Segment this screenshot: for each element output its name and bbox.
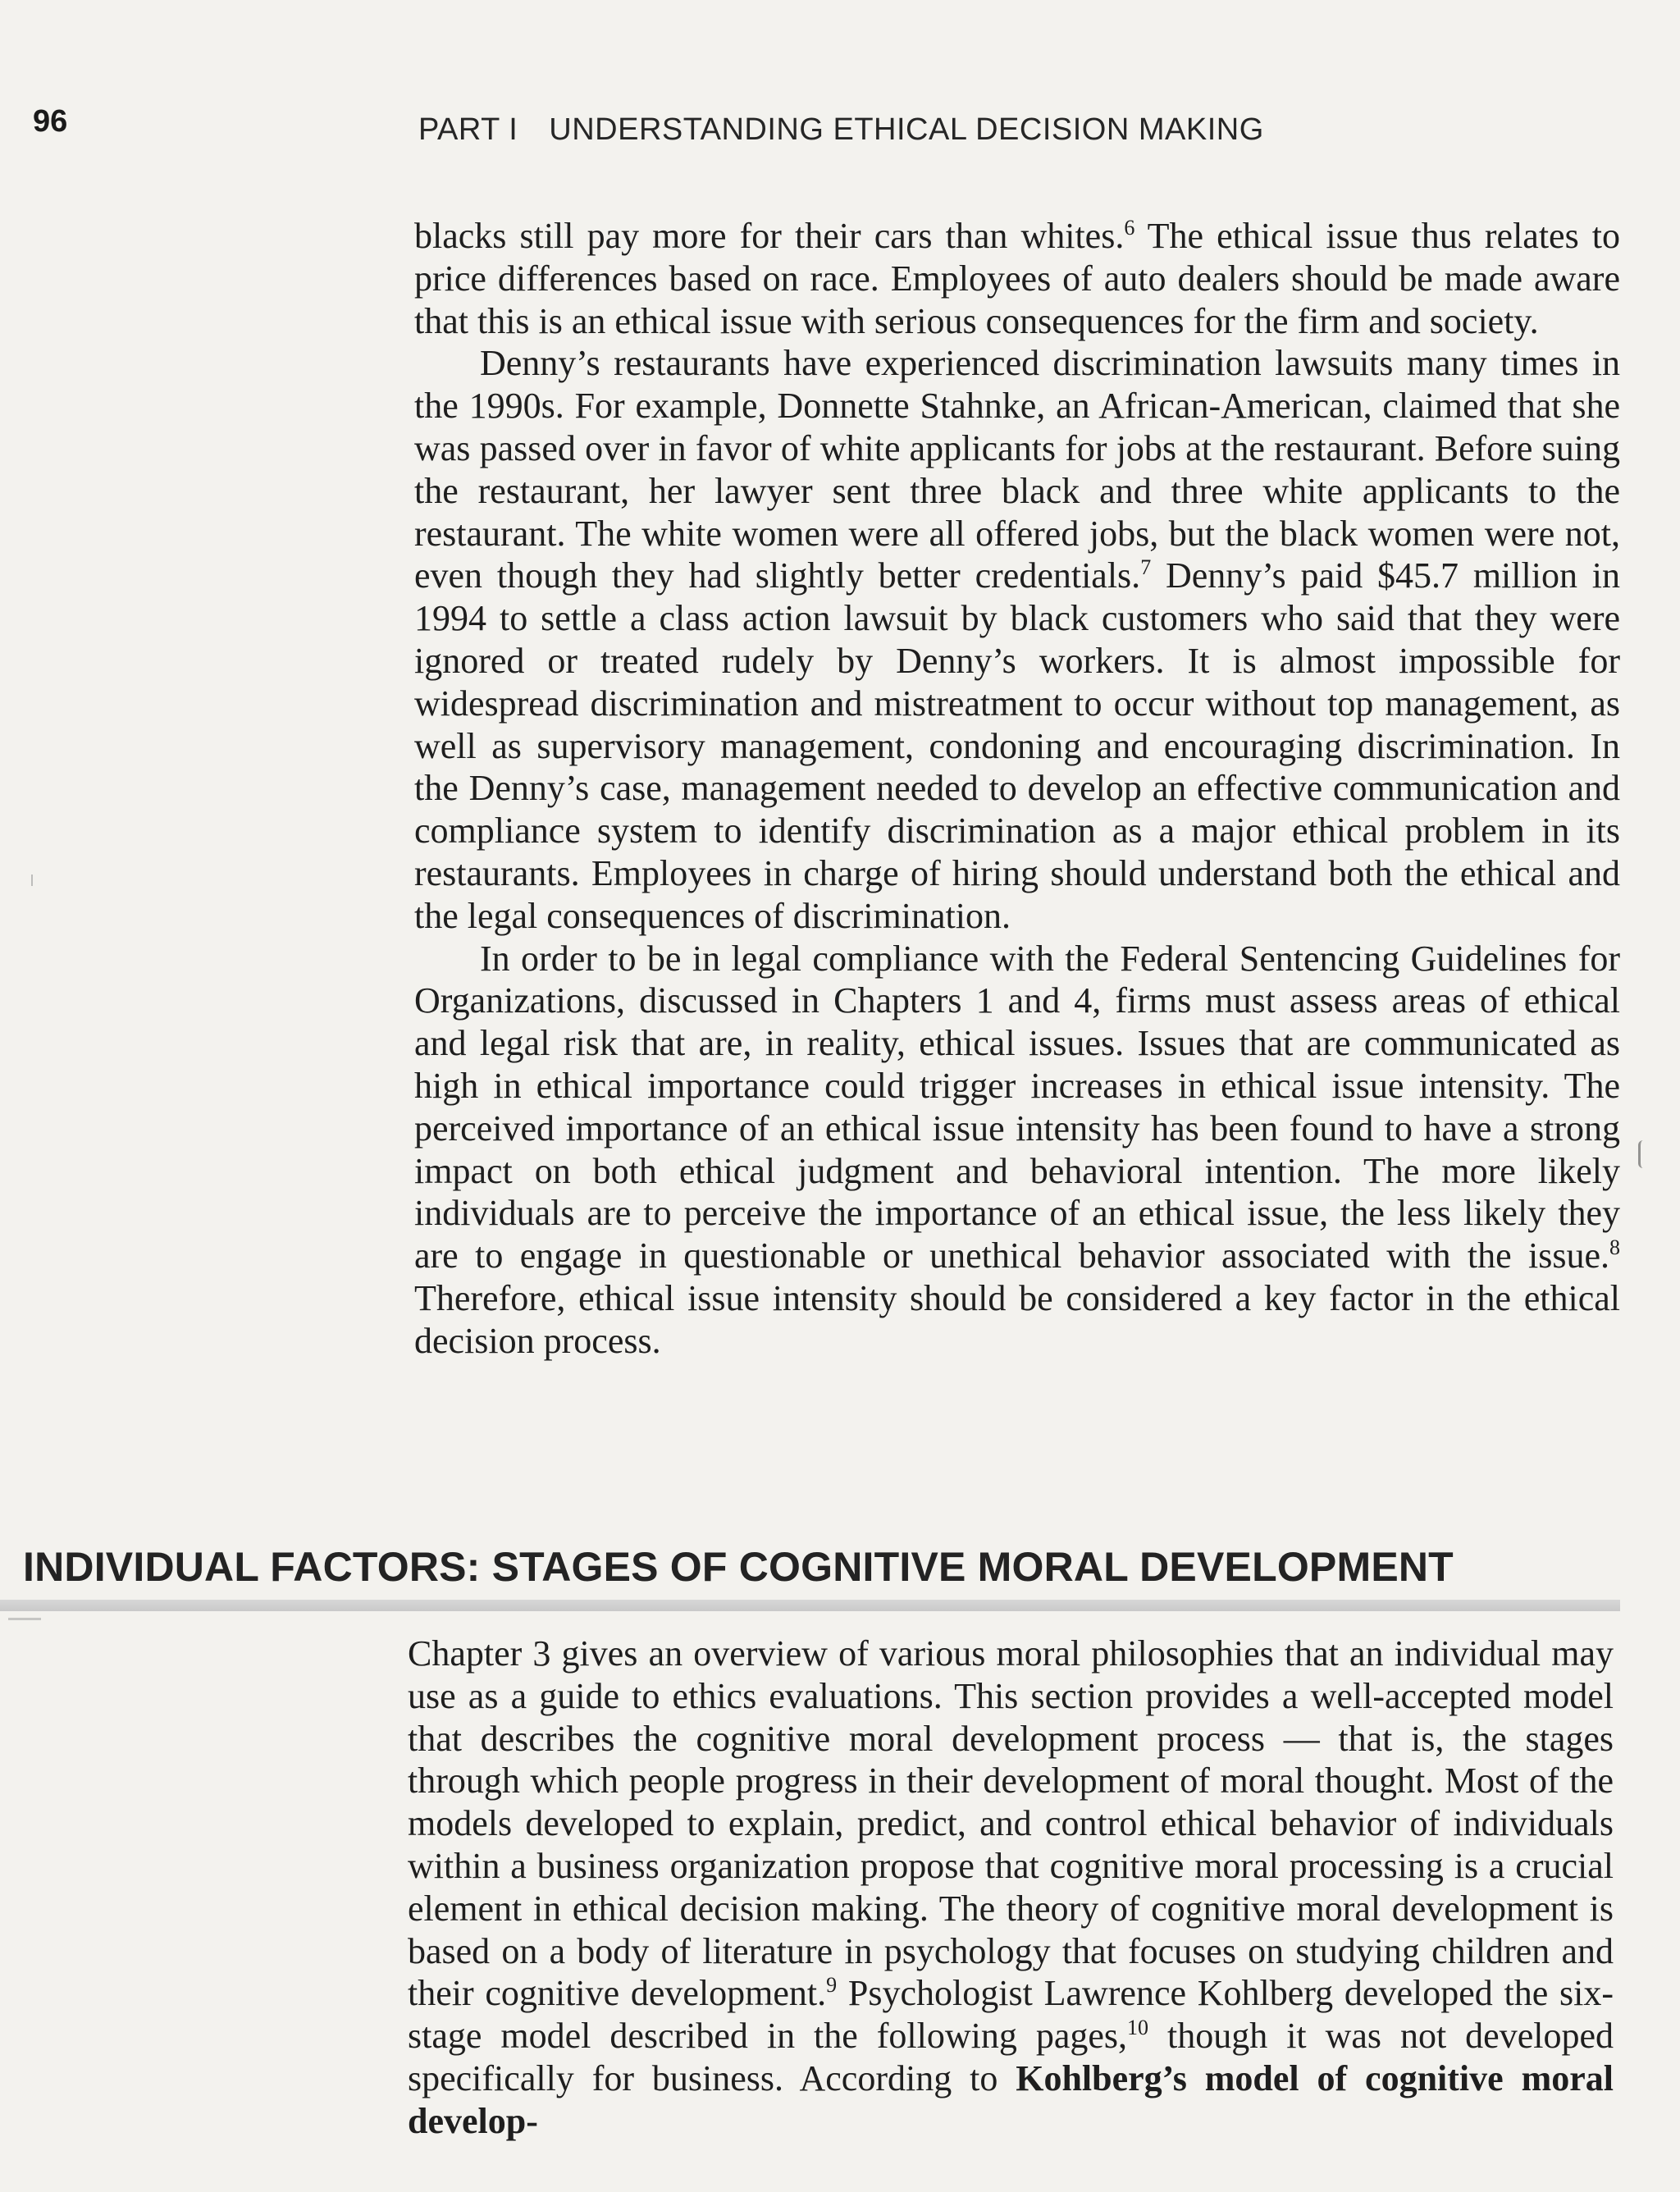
scan-artifact: [8, 1618, 41, 1620]
paragraph-text: Therefore, ethical issue intensity should be considered a key factor in the ethical decision process.: [414, 1277, 1620, 1361]
footnote-ref: 6: [1124, 216, 1135, 240]
part-label: PART I: [418, 112, 518, 147]
page-number: 96: [33, 104, 68, 139]
paragraph-text: The ethical issue thus relates to price differences based on race. Employees of auto dealers should be made aware that this is an ethical issue with serious consequences for the firm and society.: [414, 216, 1621, 341]
scan-artifact: [1638, 1140, 1650, 1168]
running-head: [418, 112, 1264, 148]
paragraph: [408, 1633, 1614, 2143]
part-title: UNDERSTANDING ETHICAL DECISION MAKING: [549, 112, 1264, 147]
paragraph-text: In order to be in legal compliance with the Federal Sentencing Guidelines for Organizations, discussed in Chapters 1 and 4, firms must assess areas of ethical and legal risk that are, in reality, ethical issues. Issues that are communicated as high in ethical importance could trigger increases in ethical issue intensity. The perceived importance of an ethical issue intensity has been found to have a strong impact on both ethical judgment and behavioral intention. The more likely individuals are to perceive the importance of an ethical issue, the less likely they are to engage in questionable or unethical behavior associated with the issue.: [414, 938, 1620, 1276]
body-text-top: [414, 215, 1620, 1363]
heading-rule: [0, 1600, 1620, 1611]
footnote-ref: 10: [1127, 2016, 1149, 2040]
footnote-ref: 8: [1609, 1235, 1620, 1260]
paragraph-text: though it was not developed specifically for business. According to: [408, 2016, 1614, 2098]
footnote-ref: 9: [826, 1973, 838, 1998]
paragraph-text: Chapter 3 gives an overview of various moral philosophies that an individual may use as a guide to ethics evaluations. This section provides a well-accepted model that describes the cognitive moral development process — that is, the stages through which people progress in their development of moral thought. Most of the models developed to explain, predict, and control ethical behavior of individuals within a business organization propose that cognitive moral processing is a crucial element in ethical decision making. The theory of cognitive moral development is based on a body of literature in psychology that focuses on studying children and their cognitive development.: [408, 1633, 1614, 2014]
paragraph: [414, 342, 1620, 937]
paragraph-text: blacks still pay more for their cars than whites.: [414, 216, 1125, 256]
paragraph: [414, 215, 1620, 342]
paragraph: [414, 938, 1620, 1363]
footnote-ref: 7: [1140, 555, 1152, 580]
paragraph-text: Psychologist Lawrence Kohlberg developed the six-stage model described in the following pages,: [408, 1973, 1614, 2057]
key-term: Kohlberg’s model of cognitive moral develop-: [408, 2057, 1614, 2141]
paragraph-text: Denny’s paid $45.7 million in 1994 to settle a class action lawsuit by black customers who said that they were ignored or treated rudely by Denny’s workers. It is almost impossible for widespread discrimination and mistreatment to occur without top management, as well as supervisory management, condoning and encouraging discrimination. In the Denny’s case, management needed to develop an effective communication and compliance system to identify discrimination as a major ethical problem in its restaurants. Employees in charge of hiring should understand both the ethical and the legal consequences of discrimination.: [414, 555, 1620, 936]
paragraph-text: Denny’s restaurants have experienced discrimination lawsuits many times in the 1990s. For example, Donnette Stahnke, an African-American, claimed that she was passed over in favor of white applicants for jobs at the restaurant. Before suing the restaurant, her lawyer sent three black and three white applicants to the restaurant. The white women were all offered jobs, but the black women were not, even though they had slightly better credentials.: [414, 343, 1620, 596]
body-text-section: [408, 1633, 1614, 2143]
scan-artifact: [31, 875, 33, 886]
section-heading: INDIVIDUAL FACTORS: STAGES OF COGNITIVE MORAL DEVELOPMENT: [23, 1544, 1454, 1590]
